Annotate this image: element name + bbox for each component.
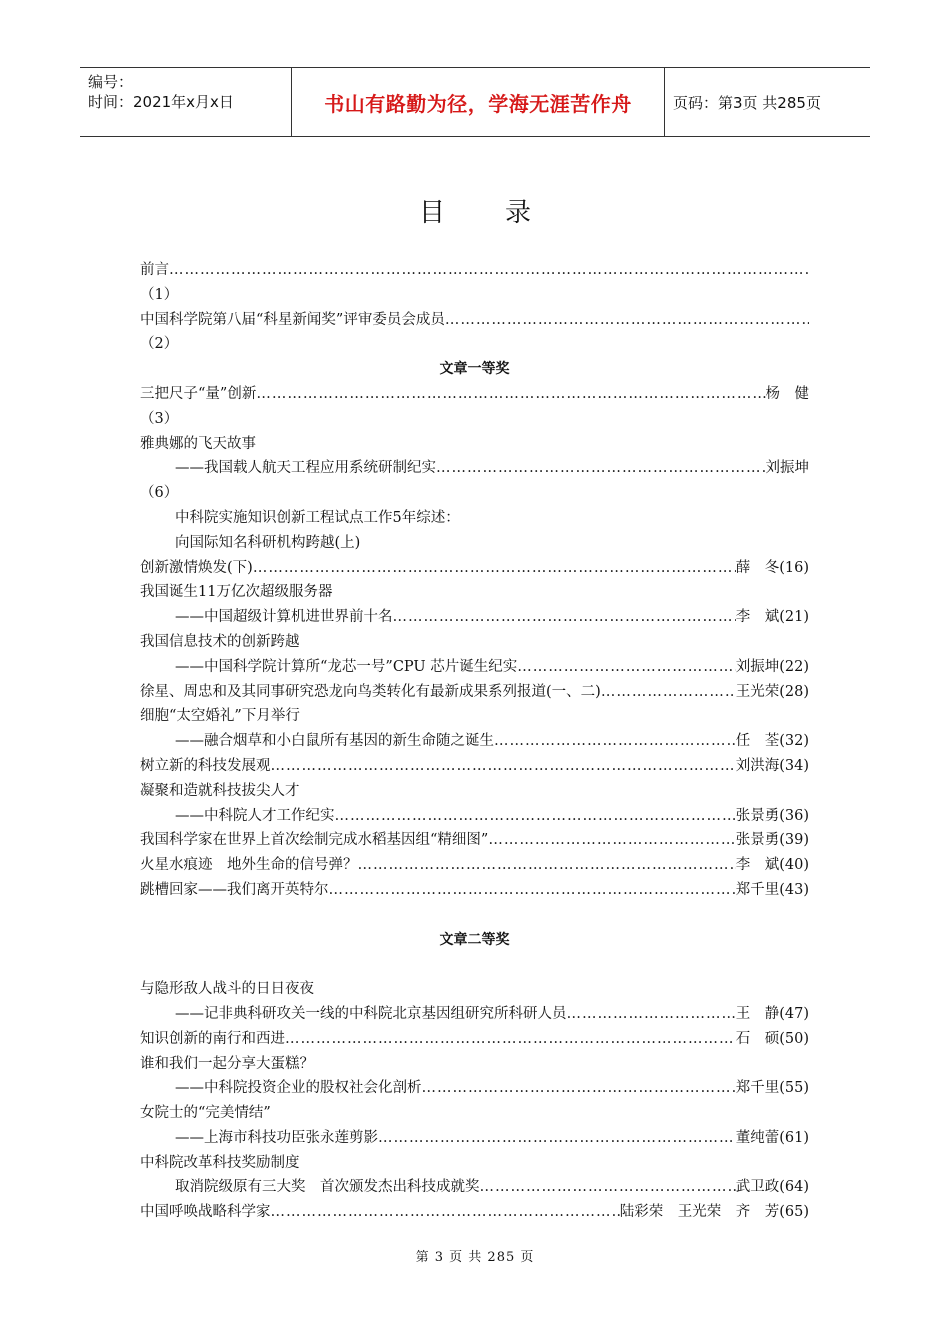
toc-text-line — [140, 1101, 809, 1126]
toc-entry-title: 徐星、周忠和及其同事研究恐龙向鸟类转化有最新成果系列报道(一、二) — [140, 683, 601, 700]
toc-entry — [140, 556, 809, 581]
toc-entry-author-page: 张景勇(39) — [735, 832, 809, 849]
toc-entry-title: ——中科院投资企业的股权社会化剖析 — [175, 1080, 422, 1097]
toc-leader-dots — [436, 456, 766, 481]
header-page-code: 页码：第3页 共285页 — [673, 93, 821, 112]
toc-entry-author-page: 任 荃(32) — [735, 733, 809, 750]
toc-entry-title: 前言 — [140, 262, 169, 278]
toc-entry — [140, 1076, 809, 1101]
page-header — [80, 67, 870, 137]
toc-entry-title: 中科院改革科技奖励制度 — [140, 1154, 300, 1171]
toc-text-line — [140, 580, 809, 605]
toc-leader-dots — [271, 1200, 620, 1225]
toc-entry — [140, 1027, 809, 1052]
toc-entry-author-page: 王光荣(28) — [735, 683, 809, 700]
toc-entry — [140, 828, 809, 853]
toc-entry-author-page: 董纯蕾(61) — [735, 1129, 809, 1146]
toc-leader-dots — [480, 1175, 736, 1200]
toc-spacer — [140, 903, 809, 928]
toc-entry-title: （1） — [140, 286, 179, 303]
toc-text-line — [140, 1151, 809, 1176]
toc-entry-author-page: 陆彩荣 王光荣 齐 芳(65) — [619, 1204, 809, 1221]
toc-entry-title: 创新激情焕发(下) — [140, 559, 253, 576]
toc-leader-dots — [335, 804, 736, 829]
toc-entry — [140, 729, 809, 754]
toc-entry-title: 跳槽回家——我们离开英特尔 — [140, 881, 329, 898]
toc-leader-dots — [358, 853, 736, 878]
date-label: 时间：2021年x月x日 — [88, 93, 234, 111]
toc-entry-author-page: 郑千里(43) — [735, 881, 809, 898]
toc-entry-author-page: 刘振坤 — [765, 460, 809, 477]
toc-text-line — [140, 977, 809, 1002]
toc-text-line — [140, 432, 809, 457]
toc-entry-title: 中国科学院第八届“科星新闻奖”评审委员会成员 — [140, 311, 445, 328]
toc-text-line — [140, 283, 809, 308]
toc-entry — [140, 680, 809, 705]
toc-entry-title: 谁和我们一起分享大蛋糕？ — [140, 1055, 314, 1072]
page-title: 目录 — [418, 198, 591, 228]
toc-entry — [140, 804, 809, 829]
toc-entry-author-page: 薛 冬(16) — [735, 559, 809, 576]
toc-entry — [140, 258, 809, 283]
header-meta — [80, 68, 291, 136]
toc-entry-title: ——融合烟草和小白鼠所有基因的新生命随之诞生 — [175, 733, 494, 750]
toc-entry — [140, 308, 809, 333]
toc-text-line — [140, 779, 809, 804]
toc-entry — [140, 605, 809, 630]
toc-leader-dots — [517, 655, 735, 680]
toc-entry-title: （6） — [140, 485, 179, 502]
toc-entry-title: （3） — [140, 410, 179, 427]
toc-entry-title: 知识创新的南行和西进 — [140, 1030, 285, 1047]
toc-entry-title: 树立新的科技发展观 — [140, 757, 271, 774]
toc-entry-author-page: 刘洪海(34) — [735, 757, 809, 774]
toc-entry-author-page: 王 静(47) — [735, 1005, 809, 1022]
toc-entry — [140, 1126, 809, 1151]
toc-text-line — [140, 506, 809, 531]
toc-leader-dots — [378, 1126, 736, 1151]
table-of-contents — [140, 258, 809, 1225]
toc-entry-title: 中科院实施知识创新工程试点工作5年综述： — [175, 509, 460, 526]
toc-entry-author-page: 张景勇(36) — [735, 807, 809, 824]
toc-entry — [140, 382, 809, 407]
toc-text-line — [140, 407, 809, 432]
number-label: 编号： — [88, 73, 134, 91]
toc-entry — [140, 754, 809, 779]
toc-text-line — [140, 1052, 809, 1077]
toc-entry — [140, 655, 809, 680]
toc-entry-title: 细胞“太空婚礼”下月举行 — [140, 708, 300, 725]
toc-leader-dots — [253, 556, 736, 581]
toc-text-line — [140, 332, 809, 357]
toc-leader-dots — [285, 1027, 736, 1052]
toc-leader-dots — [271, 754, 736, 779]
toc-spacer — [140, 952, 809, 977]
toc-entry-author-page: 武卫政(64) — [735, 1179, 809, 1196]
toc-entry-author-page: 刘振坤(22) — [735, 658, 809, 675]
toc-entry — [140, 878, 809, 903]
toc-leader-dots — [256, 382, 765, 407]
toc-leader-dots — [567, 1002, 736, 1027]
header-motto: 书山有路勤为径，学海无涯苦作舟 — [291, 68, 665, 136]
toc-leader-dots — [488, 828, 735, 853]
toc-section-heading: 文章二等奖 — [439, 931, 510, 948]
toc-entry — [140, 1002, 809, 1027]
toc-entry-title: ——我国载人航天工程应用系统研制纪实 — [175, 460, 436, 477]
toc-entry-author-page: 石 硕(50) — [735, 1030, 809, 1047]
toc-leader-dots — [494, 729, 736, 754]
toc-entry — [140, 456, 809, 481]
toc-entry-title: ——记非典科研攻关一线的中科院北京基因组研究所科研人员 — [175, 1005, 567, 1022]
toc-entry — [140, 1200, 809, 1225]
toc-entry — [140, 1175, 809, 1200]
toc-leader-dots — [169, 258, 809, 283]
toc-entry-title: 三把尺子“量”创新 — [140, 385, 257, 402]
toc-entry-title: 取消院级原有三大奖 首次颁发杰出科技成就奖 — [175, 1179, 480, 1196]
toc-leader-dots — [329, 878, 736, 903]
toc-entry-title: 我国信息技术的创新跨越 — [140, 633, 300, 650]
toc-entry-title: ——中国超级计算机进世界前十名 — [175, 609, 393, 626]
toc-entry-title: 我国科学家在世界上首次绘制完成水稻基因组“精细图” — [140, 832, 489, 849]
toc-entry-title: （2） — [140, 336, 179, 353]
toc-entry-title: 女院士的“完美情结” — [140, 1105, 271, 1122]
toc-entry-author-page: 郑千里(55) — [735, 1080, 809, 1097]
toc-section-heading: 文章一等奖 — [439, 361, 510, 378]
toc-leader-dots — [422, 1076, 736, 1101]
toc-entry-title: ——中科院人才工作纪实 — [175, 807, 335, 824]
toc-entry-title: 向国际知名科研机构跨越(上) — [175, 534, 361, 551]
toc-entry-title: 雅典娜的飞天故事 — [140, 435, 256, 452]
toc-entry-title: ——中国科学院计算所“龙芯一号”CPU 芯片诞生纪实 — [175, 658, 518, 675]
toc-entry-title: 与隐形敌人战斗的日日夜夜 — [140, 981, 314, 998]
toc-entry-title: 火星水痕迹 地外生命的信号弹？ — [140, 857, 358, 874]
toc-leader-dots — [445, 308, 809, 333]
toc-entry-title: 我国诞生11万亿次超级服务器 — [140, 584, 333, 601]
page-footer: 第 3 页 共 285 页 — [415, 1250, 535, 1265]
toc-leader-dots — [601, 680, 736, 705]
toc-entry-author-page: 李 斌(40) — [735, 857, 809, 874]
toc-text-line — [140, 531, 809, 556]
toc-entry-title: 凝聚和造就科技拔尖人才 — [140, 782, 300, 799]
toc-entry-title: ——上海市科技功臣张永莲剪影 — [175, 1129, 378, 1146]
toc-text-line — [140, 704, 809, 729]
toc-entry-title: 中国呼唤战略科学家 — [140, 1204, 271, 1221]
toc-entry — [140, 853, 809, 878]
toc-entry-author-page: 杨 健 — [765, 385, 809, 402]
toc-text-line — [140, 481, 809, 506]
toc-entry-author-page: 李 斌(21) — [735, 609, 809, 626]
toc-leader-dots — [393, 605, 736, 630]
toc-text-line — [140, 630, 809, 655]
